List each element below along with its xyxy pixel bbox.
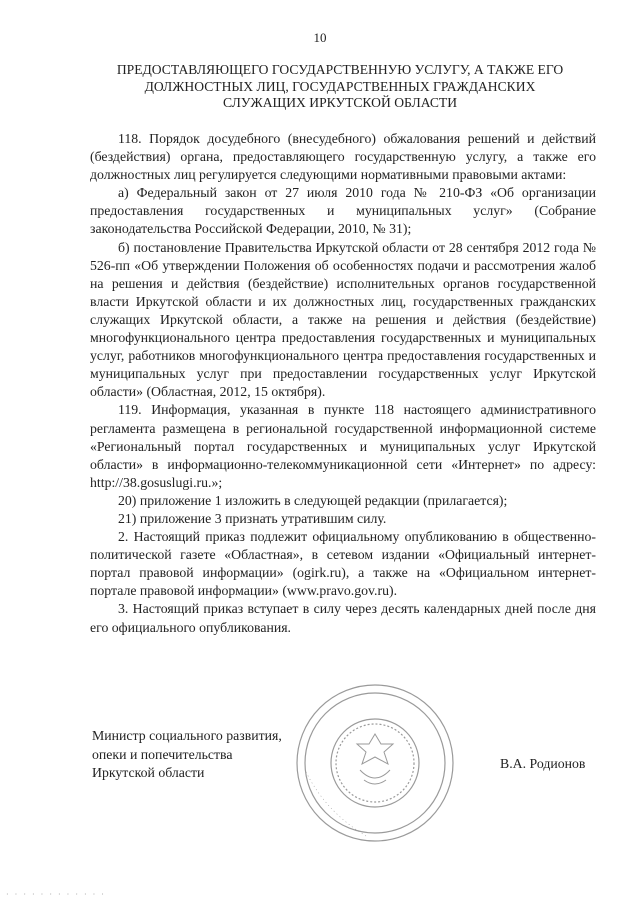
signatory-position [92, 727, 282, 783]
heading-line: ПРЕДОСТАВЛЯЮЩЕГО ГОСУДАРСТВЕННУЮ УСЛУГУ, А ТАКЖЕ ЕГО [116, 62, 564, 77]
heading-line: СЛУЖАЩИХ ИРКУТСКОЙ ОБЛАСТИ [222, 95, 458, 110]
paragraph-118-b: б) постановление Правительства Иркутской области от 28 сентября 2012 года № 526-пп «Об утверждении Положения об особенностях подачи и рассмотрения жалоб на решения и действия (бездействие) исполнительных органов государственной власти Иркутской области и их должностных лиц, государственных гражданских служащих Иркутской области, а также на решения и действия (бездействие) многофункционального центра предоставления государственных и муниципальных услуг, работников многофункционального центра предоставления государственных и муниципальных услуг при предоставлении государственных услуг Иркутской области» (Областная, 2012, 15 октября). [90, 239, 596, 400]
section-heading [80, 62, 600, 112]
paragraph-3: 3. Настоящий приказ вступает в силу через десять календарных дней после дня его официального опубликования. [90, 601, 596, 635]
page-number: 10 [313, 30, 327, 45]
scan-artifact: · · · · · · · · · · · · [6, 890, 106, 899]
document-body [90, 130, 596, 637]
paragraph-2: 2. Настоящий приказ подлежит официальному опубликованию в общественно-политической газете «Областная», в сетевом издании «Официальный интернет-портал правовой информации» (ogirk.ru), а также на «Официальном интернет-портале правовой информации» (www.pravo.gov.ru). [90, 529, 596, 599]
signatory-line: Министр социального развития, [92, 728, 282, 743]
signatory-name: В.А. Родионов [500, 756, 586, 771]
signatory-line: опеки и попечительства [92, 746, 233, 762]
official-seal-icon [294, 682, 456, 844]
item-21: 21) приложение 3 признать утратившим силу. [118, 510, 387, 526]
paragraph-118: 118. Порядок досудебного (внесудебного) обжалования решений и действий (бездействия) органа, предоставляющего государственную услугу, а также его должностных лиц регулируется следующими нормативными правовыми актами: [90, 131, 596, 183]
item-20: 20) приложение 1 изложить в следующей редакции (прилагается); [118, 492, 508, 508]
paragraph-118-a: а) Федеральный закон от 27 июля 2010 года № 210-ФЗ «Об организации предоставления государственных и муниципальных услуг» (Собрание законодательства Российской Федерации, 2010, № 31); [90, 185, 596, 237]
signatory-line: Иркутской области [92, 765, 205, 781]
paragraph-119: 119. Информация, указанная в пункте 118 настоящего административного регламента размещена в региональной государственной информационной системе «Региональный портал государственных и муниципальных услуг Иркутской области» в информационно-телекоммуникационной сети «Интернет» по адресу: http://38.gosuslugi.ru.»; [90, 402, 596, 490]
heading-line: ДОЛЖНОСТНЫХ ЛИЦ, ГОСУДАРСТВЕННЫХ ГРАЖДАНСКИХ [144, 78, 536, 94]
